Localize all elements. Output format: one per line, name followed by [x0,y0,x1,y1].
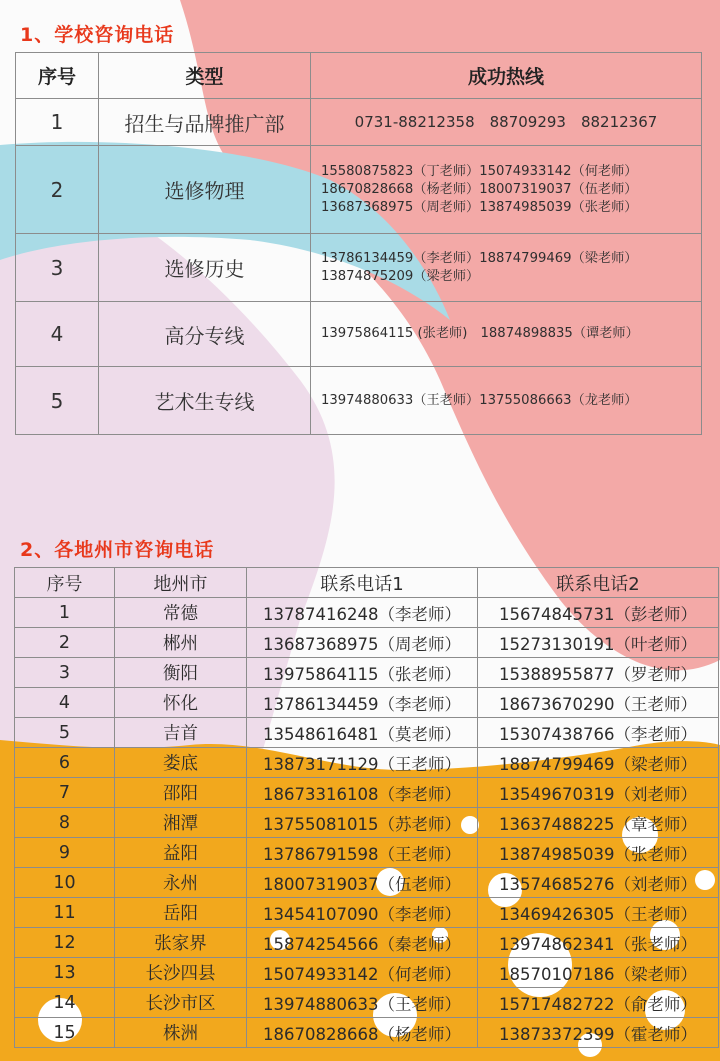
phone-1: 15074933142（何老师） [247,958,478,988]
table-row [15,898,719,928]
row-number: 6 [15,748,115,778]
row-type: 艺术生专线 [99,367,311,435]
table-row [15,688,719,718]
phone-2: 18673670290（王老师） [478,688,719,718]
row-number: 15 [15,1018,115,1048]
hotline-numbers [311,99,702,146]
row-number: 5 [15,718,115,748]
table-row [15,598,719,628]
phone-line: 15580875823（丁老师）15074933142（何老师） [321,163,638,179]
row-number: 3 [16,234,99,302]
phone-2: 18874799469（梁老师） [478,748,719,778]
row-city: 益阳 [115,838,247,868]
phone-2: 13469426305（王老师） [478,898,719,928]
section-title-city-hotline: 2、各地州市咨询电话 [20,539,215,561]
row-city: 湘潭 [115,808,247,838]
row-number: 1 [15,598,115,628]
row-number: 11 [15,898,115,928]
row-number: 2 [16,146,99,234]
phone-2: 15674845731（彭老师） [478,598,719,628]
row-number: 5 [16,367,99,435]
phone-2: 13874985039（张老师） [478,838,719,868]
row-number: 2 [15,628,115,658]
table-row [15,838,719,868]
table-row [15,1018,719,1048]
hotline-numbers [311,367,702,435]
row-city: 怀化 [115,688,247,718]
column-header-number: 序号 [15,568,115,598]
hotline-numbers [311,234,702,302]
phone-1: 13873171129（王老师） [247,748,478,778]
table-row [16,302,702,367]
hotline-numbers [311,146,702,234]
row-number: 12 [15,928,115,958]
row-number: 9 [15,838,115,868]
table-row [15,928,719,958]
phone-2: 15307438766（李老师） [478,718,719,748]
column-header-type: 类型 [99,53,311,99]
phone-line: 13975864115 (张老师) 18874898835（谭老师） [321,326,639,341]
phone-1: 13755081015（苏老师） [247,808,478,838]
table-row [15,988,719,1018]
phone-line: 13786134459（李老师）18874799469（梁老师） [321,250,638,266]
phone-1: 13786134459（李老师） [247,688,478,718]
phone-2: 13637488225（章老师） [478,808,719,838]
row-city: 衡阳 [115,658,247,688]
row-number: 4 [15,688,115,718]
phone-2: 15388955877（罗老师） [478,658,719,688]
column-header-hotline: 成功热线 [311,53,702,99]
row-number: 1 [16,99,99,146]
column-header-city: 地州市 [115,568,247,598]
table-header-row [16,53,702,99]
column-header-phone-1: 联系电话1 [247,568,478,598]
row-city: 邵阳 [115,778,247,808]
table-header-row [15,568,719,598]
row-number: 3 [15,658,115,688]
row-city: 吉首 [115,718,247,748]
row-city: 株洲 [115,1018,247,1048]
phone-1: 18673316108（李老师） [247,778,478,808]
row-city: 张家界 [115,928,247,958]
row-type: 招生与品牌推广部 [99,99,311,146]
row-number: 10 [15,868,115,898]
row-number: 4 [16,302,99,367]
phone-2: 13574685276（刘老师） [478,868,719,898]
table-row [15,718,719,748]
phone-line: 13687368975（周老师）13874985039（张老师） [321,199,638,215]
row-city: 郴州 [115,628,247,658]
row-type: 高分专线 [99,302,311,367]
phone-1: 13787416248（李老师） [247,598,478,628]
city-hotline-table [14,567,719,1048]
phone-line: 13974880633（王老师）13755086663（龙老师） [321,392,638,408]
column-header-phone-2: 联系电话2 [478,568,719,598]
row-city: 娄底 [115,748,247,778]
phone-1: 18007319037（伍老师） [247,868,478,898]
phone-1: 15874254566（秦老师） [247,928,478,958]
phone-1: 13974880633（王老师） [247,988,478,1018]
row-number: 14 [15,988,115,1018]
table-row [15,958,719,988]
table-row [15,778,719,808]
row-type: 选修物理 [99,146,311,234]
row-city: 长沙市区 [115,988,247,1018]
row-number: 13 [15,958,115,988]
table-row [16,146,702,234]
table-row [15,808,719,838]
row-number: 8 [15,808,115,838]
row-number: 7 [15,778,115,808]
column-header-number: 序号 [16,53,99,99]
school-hotline-table [15,52,702,435]
phone-2: 13974862341（张老师） [478,928,719,958]
table-row [15,658,719,688]
table-row [16,367,702,435]
row-city: 长沙四县 [115,958,247,988]
phone-1: 13975864115（张老师） [247,658,478,688]
table-row [16,99,702,146]
table-row [15,628,719,658]
table-row [15,868,719,898]
table-row [15,748,719,778]
phone-line: 0731-88212358 88709293 88212367 [354,113,658,131]
phone-2: 15273130191（叶老师） [478,628,719,658]
row-city: 常德 [115,598,247,628]
phone-2: 13549670319（刘老师） [478,778,719,808]
phone-1: 13786791598（王老师） [247,838,478,868]
phone-1: 13548616481（莫老师） [247,718,478,748]
row-city: 岳阳 [115,898,247,928]
hotline-numbers [311,302,702,367]
phone-1: 13687368975（周老师） [247,628,478,658]
row-type: 选修历史 [99,234,311,302]
section-title-school-hotline: 1、学校咨询电话 [20,24,175,46]
phone-1: 18670828668（杨老师） [247,1018,478,1048]
phone-line: 18670828668（杨老师）18007319037（伍老师） [321,181,638,197]
phone-1: 13454107090（李老师） [247,898,478,928]
phone-2: 15717482722（俞老师） [478,988,719,1018]
phone-line: 13874875209（梁老师） [321,268,480,284]
table-row [16,234,702,302]
phone-2: 13873372399（霍老师） [478,1018,719,1048]
row-city: 永州 [115,868,247,898]
phone-2: 18570107186（梁老师） [478,958,719,988]
